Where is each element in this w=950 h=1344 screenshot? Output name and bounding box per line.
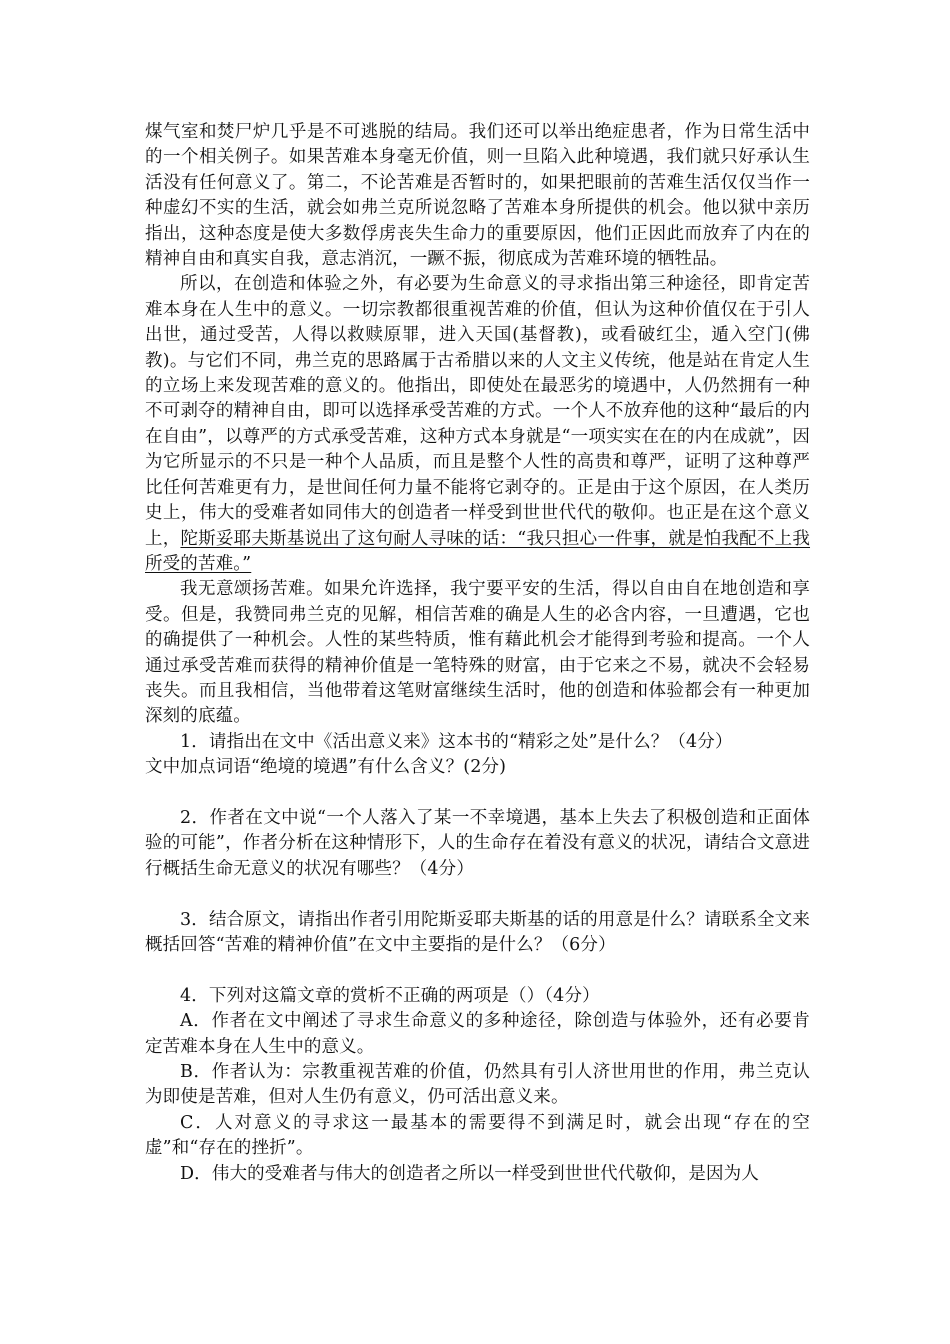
question-3: 3．结合原文，请指出作者引用陀斯妥耶夫斯基的话的用意是什么？请联系全文来概括回答“苦难的精神价值”在文中主要指的是什么？（6分） xyxy=(145,909,810,955)
question-4-option-a: A．作者在文中阐述了寻求生命意义的多种途径，除创造与体验外，还有必要肯定苦难本身在人生中的意义。 xyxy=(145,1011,810,1057)
spacer xyxy=(145,958,810,983)
question-1-line-1: 1．请指出在文中《活出意义来》这本书的“精彩之处”是什么？（4分） xyxy=(180,731,733,752)
paragraph-3: 我无意颂扬苦难。如果允许选择，我宁要平安的生活，得以自由自在地创造和享受。但是，我赞同弗兰克的见解，相信苦难的确是人生的必含内容，一旦遭遇，它也的确提供了一种机会。人性的某些特质，惟有藉此机会才能得到考验和提高。一个人通过承受苦难而获得的精神价值是一笔特殊的财富，由于它来之不易，就决不会轻易丧失。而且我相信，当他带着这笔财富继续生活时，他的创造和体验都会有一种更加深刻的底蕴。 xyxy=(145,579,810,727)
question-2: 2．作者在文中说“一个人落入了某一不幸境遇，基本上失去了积极创造和正面体验的可能”，作者分析在这种情形下，人的生命存在着没有意义的状况，请结合文意进行概括生命无意义的状况有哪些？（4分） xyxy=(145,807,810,879)
spacer xyxy=(145,781,810,806)
paragraph-2 xyxy=(145,272,810,577)
question-1-line-2: 文中加点词语“绝境的境遇”有什么含义？(2分) xyxy=(145,757,507,778)
question-4-option-b: B．作者认为：宗教重视苦难的价值，仍然具有引人济世用世的作用，弗兰克认为即使是苦难，但对人生仍有意义，仍可活出意义来。 xyxy=(145,1061,810,1108)
question-4-stem: 4．下列对这篇文章的赏析不正确的两项是（）（4分） xyxy=(180,985,600,1006)
underlined-quote: 陀斯妥耶夫斯基说出了这句耐人寻味的话：“我只担心一件事，就是怕我配不上我所受的苦难。” xyxy=(145,528,811,574)
question-4-option-c: C．人对意义的寻求这一最基本的需要得不到满足时，就会出现“存在的空虚”和“存在的挫折”。 xyxy=(145,1112,810,1159)
spacer xyxy=(145,882,810,907)
paragraph-2-text: 所以，在创造和体验之外，有必要为生命意义的寻求指出第三种途径，即肯定苦难本身在人生中的意义。一切宗教都很重视苦难的价值，但认为这种价值仅在于引人出世，通过受苦，人得以救赎原罪，进入天国(基督教)，或看破红尘，遁入空门(佛教)。与它们不同，弗兰克的思路属于古希腊以来的人文主义传统，他是站在肯定人生的立场上来发现苦难的意义的。他指出，即使处在最恶劣的境遇中，人仍然拥有一种不可剥夺的精神自由，即可以选择承受苦难的方式。一个人不放弃他的这种“最后的内在自由”，以尊严的方式承受苦难，这种方式本身就是“一项实实在在的内在成就”，因为它所显示的不只是一种个人品质，而且是整个人性的高贵和尊严，证明了这种尊严比任何苦难更有力，是世间任何力量不能将它剥夺的。正是由于这个原因，在人类历史上，伟大的受难者如同伟大的创造者一样受到世世代代的敬仰。也正是在这个意义上， xyxy=(145,274,810,549)
paragraph-1: 煤气室和焚尸炉几乎是不可逃脱的结局。我们还可以举出绝症患者，作为日常生活中的一个相关例子。如果苦难本身毫无价值，则一旦陷入此种境遇，我们就只好承认生活没有任何意义了。第二，不论苦难是否暂时的，如果把眼前的苦难生活仅仅当作一种虚幻不实的生活，就会如弗兰克所说忽略了苦难本身所提供的机会。他以狱中亲历指出，这种态度是使大多数俘虏丧失生命力的重要原因，他们正因此而放弃了内在的精神自由和真实自我，意志消沉，一蹶不振，彻底成为苦难环境的牺牲品。 xyxy=(145,122,810,270)
document-page xyxy=(145,120,810,1187)
question-4-option-d: D．伟大的受难者与伟大的创造者之所以一样受到世世代代敬仰，是因为人 xyxy=(180,1163,759,1184)
